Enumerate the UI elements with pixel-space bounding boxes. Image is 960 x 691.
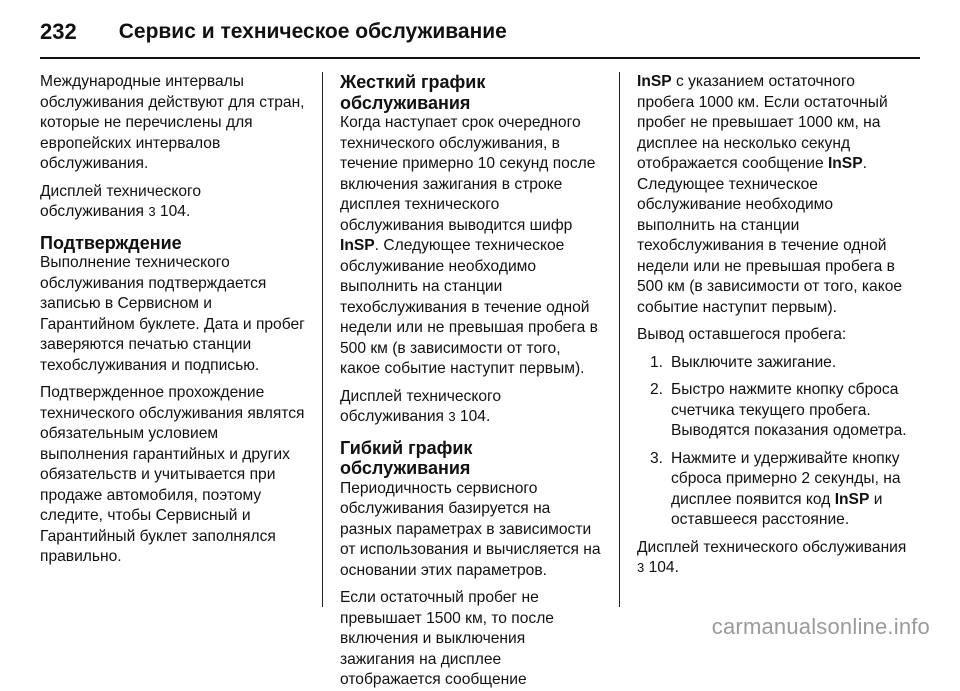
- column-divider: [619, 72, 620, 607]
- reference-text: Дисплей технического обслуживания: [40, 182, 202, 220]
- cross-reference: [637, 538, 912, 579]
- column-middle: [340, 72, 604, 688]
- code-insp: InSP: [827, 155, 863, 172]
- section-heading-flex: Гибкий график обслуживания: [340, 437, 473, 478]
- step-text: Нажмите и удерживайте кнопку сброса примерно 2 секунды, на дисплее появится код InSP и оставшееся расстояние.: [671, 449, 901, 528]
- list-item: [637, 380, 912, 442]
- code-insp: InSP: [834, 490, 870, 508]
- page-ref-link[interactable]: 104.: [459, 408, 491, 425]
- paragraph: InSP с указанием остаточного пробега 1000 км. Если остаточный пробег не превышает 1000 км, на дисплее на несколько секунд отображается сообщение InSP. Следующее техническое обслуживание необходимо выполнить на станции техобслуживания в течение одной недели или не превышая пробега в 500 км (в зависимости от того, какое событие наступит первым).: [637, 73, 903, 316]
- page-ref-arrow-icon: 3: [637, 560, 645, 575]
- step-text: Быстро нажмите кнопку сброса счетчика текущего пробега. Выводятся показания одометра.: [671, 381, 907, 439]
- section-heading-fixed: Жесткий график обслуживания: [340, 72, 486, 113]
- cross-reference: [40, 182, 308, 223]
- watermark: carmanualsonline.info: [711, 614, 930, 639]
- steps-list: [637, 353, 912, 531]
- chapter-title: Сервис и техническое обслуживание: [118, 20, 507, 43]
- section-heading-confirm: Подтверждение: [40, 232, 182, 253]
- paragraph: Вывод оставшегося пробега:: [637, 326, 847, 343]
- page-header: [40, 14, 507, 50]
- paragraph: Подтвержденное прохождение технического обслуживания являтся обязательным условием выполнения гарантийных и других обязательств и учитывается при продаже автомобиля, поэтому следите, чтобы Сервисный и Гарантийный буклет заполнялся правильно.: [40, 384, 305, 565]
- list-item: [637, 449, 912, 531]
- step-number: 3.: [649, 449, 663, 467]
- step-number: 1.: [649, 353, 663, 371]
- paragraph: Периодичность сервисного обслуживания базируется на разных параметрах в зависимости от использования и вычисляется на основании этих параметров.: [340, 479, 601, 579]
- cross-reference: [340, 387, 604, 428]
- column-divider: [322, 72, 323, 607]
- column-left: [40, 72, 308, 607]
- page-ref-link[interactable]: 104.: [648, 559, 679, 576]
- reference-text: Дисплей технического обслуживания: [340, 387, 502, 425]
- paragraph: Выполнение технического обслуживания подтверждается записью в Сервисном и Гарантийном буклете. Дата и пробег заверяются печатью станции техобслуживания и подписью.: [40, 254, 305, 374]
- paragraph: Когда наступает срок очередного технического обслуживания, в течение примерно 10 секунд после включения зажигания в строке дисплея технического обслуживания выводится шифр InSP. Следующее техническое обслуживание необходимо выполнить на станции техобслуживания в течение одной недели или не превышая пробега в 500 км (в зависимости от того, какое событие наступит первым).: [340, 114, 598, 377]
- header-rule: [40, 57, 920, 59]
- code-insp: InSP: [637, 73, 672, 90]
- column-right: [637, 72, 912, 607]
- step-text: Выключите зажигание.: [671, 353, 837, 371]
- page-ref-arrow-icon: 3: [148, 204, 156, 219]
- reference-text: Дисплей технического обслуживания: [637, 538, 907, 556]
- step-number: 2.: [649, 381, 663, 398]
- page-number: 232: [40, 19, 77, 44]
- page-ref-arrow-icon: 3: [448, 409, 456, 424]
- list-item: [637, 353, 912, 374]
- code-insp: InSP: [340, 237, 375, 254]
- paragraph: Если остаточный пробег не превышает 1500 км, то после включения и выключения зажигания на дисплее отображается сообщение: [340, 589, 554, 688]
- paragraph: Международные интервалы обслуживания действуют для стран, которые не перечислены для европейских интервалов обслуживания.: [40, 73, 305, 172]
- page-ref-link[interactable]: 104.: [159, 203, 191, 220]
